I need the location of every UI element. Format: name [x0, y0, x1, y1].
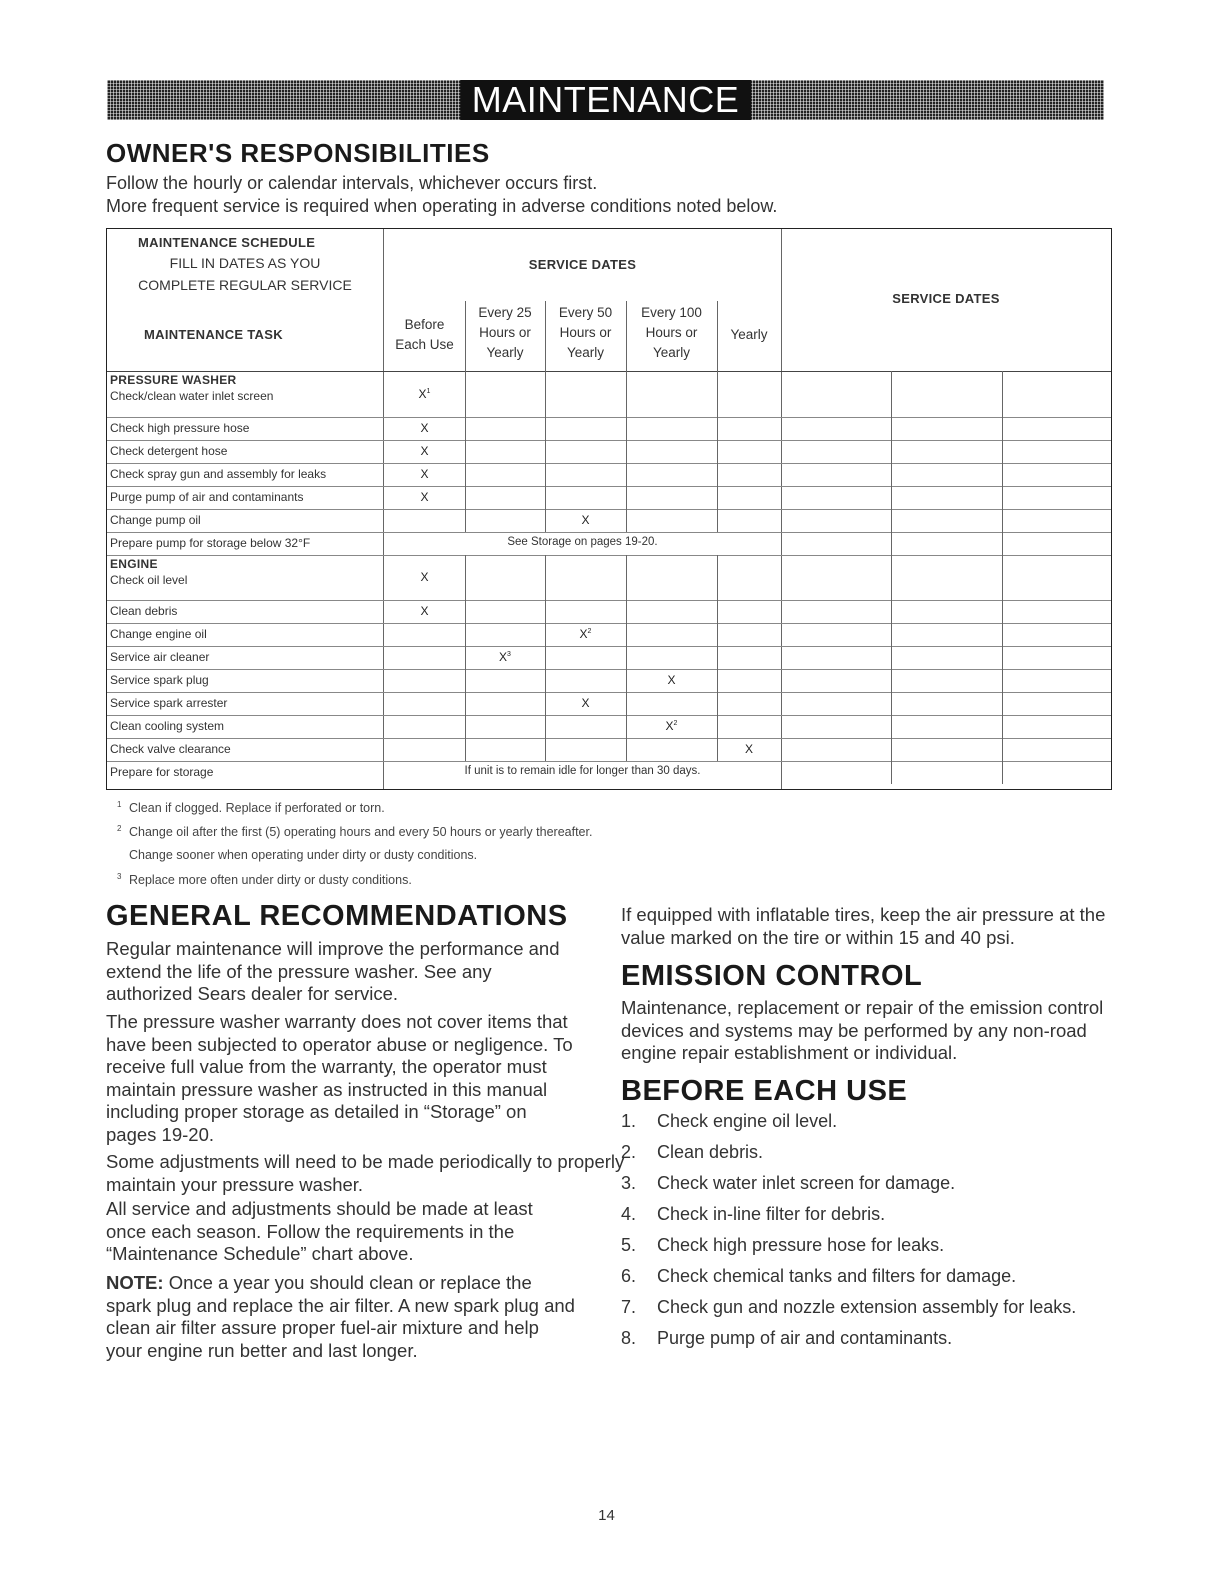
footnote: [117, 800, 385, 815]
divider-line: [465, 371, 466, 417]
divider-line: [465, 301, 466, 371]
frequency-header-line: Yearly: [486, 345, 524, 360]
row-line: [107, 715, 1111, 716]
divider-line: [465, 509, 466, 532]
footnote: [117, 848, 477, 862]
item-text: Check engine oil level.: [657, 1111, 838, 1131]
general-para-2: The pressure washer warranty does not cover items that have been subjected to operator abuse or negligence. To receive full value from the warranty, the operator must maintain pressure washer as instructed in this manual including proper storage as detailed in “Storage” on pages 19-20.: [106, 1011, 573, 1145]
before-each-use-item: [621, 1110, 1097, 1133]
group-label: PRESSURE WASHER: [110, 373, 237, 387]
divider-line: [891, 509, 892, 532]
divider-line: [545, 486, 546, 509]
divider-line: [465, 715, 466, 738]
frequency-header-line: Hours or: [559, 325, 612, 340]
divider-line: [626, 692, 627, 715]
banner-title: MAINTENANCE: [460, 80, 752, 120]
task-label: Change pump oil: [110, 513, 201, 527]
divider-line: [1002, 646, 1003, 669]
divider-line: [717, 301, 718, 371]
row-line: [107, 417, 1111, 418]
frequency-header-line: Hours or: [645, 325, 698, 340]
item-text: Check high pressure hose for leaks.: [657, 1235, 945, 1255]
divider-line: [717, 463, 718, 486]
divider-line: [891, 555, 892, 600]
divider-line: [717, 486, 718, 509]
before-each-use-item: [621, 1141, 1097, 1164]
divider-line: [717, 555, 718, 600]
general-heading: GENERAL RECOMMENDATIONS: [106, 900, 568, 932]
divider-line: [465, 692, 466, 715]
divider-line: [465, 623, 466, 646]
general-para-1: Regular maintenance will improve the performance and extend the life of the pressure washer. See any authorized Sears dealer for service.: [106, 938, 560, 1004]
row-line: [107, 761, 1111, 762]
schedule-mark: $X^1$: [418, 386, 431, 401]
divider-line: [465, 600, 466, 623]
divider-line: [891, 371, 892, 417]
row-line: [107, 600, 1111, 601]
item-text: Check chemical tanks and filters for damage.: [657, 1266, 1017, 1286]
item-number: 8.: [621, 1328, 637, 1348]
frequency-header-line: Every 50: [558, 305, 613, 320]
general-note: [106, 1272, 576, 1362]
divider-line: [545, 301, 546, 371]
task-label: Check/clean water inlet screen: [110, 389, 274, 403]
row-line: [107, 738, 1111, 739]
divider-line: [717, 600, 718, 623]
task-label: Service air cleaner: [110, 650, 210, 664]
divider-line: [626, 555, 627, 600]
task-label: Check valve clearance: [110, 742, 231, 756]
item-number: 4.: [621, 1204, 637, 1224]
task-label: Purge pump of air and contaminants: [110, 490, 304, 504]
divider-line: [465, 440, 466, 463]
divider-line: [626, 738, 627, 761]
service-dates-header-right: SERVICE DATES: [892, 291, 1000, 306]
schedule-mark: X: [420, 490, 429, 504]
divider-line: [545, 646, 546, 669]
schedule-mark: X: [420, 421, 429, 435]
item-number: 5.: [621, 1235, 637, 1255]
owners-heading: OWNER'S RESPONSIBILITIES: [106, 138, 490, 168]
divider-line: [1002, 417, 1003, 440]
schedule-mark: X: [667, 673, 676, 687]
note-label: NOTE:: [106, 1272, 164, 1293]
row-line: [107, 486, 1111, 487]
divider-line: [545, 669, 546, 692]
divider-line: [1002, 600, 1003, 623]
task-column-header: MAINTENANCE TASK: [144, 327, 283, 342]
task-label: Prepare pump for storage below 32°F: [110, 536, 311, 550]
item-text: Check in-line filter for debris.: [657, 1204, 886, 1224]
divider-line: [891, 600, 892, 623]
divider-line: [545, 738, 546, 761]
divider-line: [717, 417, 718, 440]
divider-line: [465, 646, 466, 669]
divider-line: [891, 646, 892, 669]
before-each-use-item: [621, 1265, 1097, 1288]
footnote-text: Clean if clogged. Replace if perforated or torn.: [129, 801, 385, 816]
divider-line: [891, 738, 892, 761]
maintenance-banner: [107, 80, 1104, 120]
row-line: [107, 463, 1111, 464]
frequency-header-line: Hours or: [479, 325, 531, 340]
schedule-subtitle-1: FILL IN DATES AS YOU: [169, 255, 321, 271]
footnote: [117, 872, 412, 887]
divider-line: [626, 646, 627, 669]
row-line: [107, 692, 1111, 693]
divider-line: [1002, 371, 1003, 417]
task-label: Service spark arrester: [110, 696, 228, 710]
divider-line: [1002, 509, 1003, 532]
frequency-header-line: Every 25: [478, 305, 532, 320]
task-label: Check high pressure hose: [110, 421, 250, 435]
divider-line: [545, 715, 546, 738]
row-line: [107, 532, 1111, 533]
frequency-header: [545, 303, 626, 363]
divider-line: [626, 486, 627, 509]
row-line: [107, 646, 1111, 647]
item-text: Purge pump of air and contaminants.: [657, 1328, 953, 1348]
task-label: Clean cooling system: [110, 719, 225, 733]
before-each-use-list: [621, 1110, 1097, 1358]
task-label: Check spray gun and assembly for leaks: [110, 467, 327, 481]
divider-line: [626, 301, 627, 371]
schedule-mark: $X^2$: [665, 719, 678, 733]
item-text: Check water inlet screen for damage.: [657, 1173, 956, 1193]
frequency-header-line: Yearly: [652, 345, 691, 360]
divider-line: [1002, 555, 1003, 600]
maintenance-schedule-table: [106, 228, 1112, 790]
divider-line: [626, 371, 627, 417]
schedule-mark: X: [420, 467, 429, 481]
footnote-mark: 1: [117, 800, 122, 809]
divider-line: [717, 440, 718, 463]
task-label: Change engine oil: [110, 627, 207, 641]
divider-line: [545, 440, 546, 463]
divider-line: [626, 440, 627, 463]
divider-line: [717, 738, 718, 761]
footnote-text: Replace more often under dirty or dusty conditions.: [129, 873, 412, 888]
divider-line: [717, 623, 718, 646]
frequency-header-line: Yearly: [566, 345, 605, 360]
frequency-header-line: Before: [404, 317, 445, 332]
row-line: [107, 555, 1111, 556]
divider-line: [545, 600, 546, 623]
divider-line: [717, 646, 718, 669]
divider-line: [891, 669, 892, 692]
frequency-header-line: Every 100: [641, 305, 702, 320]
divider-line: [465, 486, 466, 509]
item-number: 2.: [621, 1142, 637, 1162]
tires-text: If equipped with inflatable tires, keep the air pressure at the value marked on the tire or within 15 and 40 psi.: [621, 904, 1106, 948]
divider-line: [891, 463, 892, 486]
row-line: [107, 440, 1111, 441]
before-each-use-item: [621, 1203, 1097, 1226]
divider-line: [1002, 669, 1003, 692]
mark-footnote-ref: 2: [587, 628, 592, 635]
divider-line: [1002, 532, 1003, 555]
emission-heading: EMISSION CONTROL: [621, 960, 923, 992]
divider-line: [626, 715, 627, 738]
schedule-title: MAINTENANCE SCHEDULE: [138, 235, 316, 250]
divider-line: [891, 761, 892, 784]
divider-line: [465, 669, 466, 692]
item-number: 6.: [621, 1266, 637, 1286]
divider-line: [1002, 738, 1003, 761]
frequency-header-line: Yearly: [730, 327, 768, 342]
row-line: [107, 509, 1111, 510]
divider-line: [626, 509, 627, 532]
footnote-mark: 3: [117, 872, 122, 881]
schedule-mark: $X^2$: [579, 627, 592, 641]
row-line: [107, 669, 1111, 670]
service-dates-header: SERVICE DATES: [528, 257, 637, 272]
general-para-3: Some adjustments will need to be made periodically to properly maintain your pressure washer.: [106, 1151, 625, 1195]
divider-line: [717, 715, 718, 738]
schedule-subtitle-2: COMPLETE REGULAR SERVICE: [138, 277, 352, 293]
divider-line: [1002, 623, 1003, 646]
divider-line: [107, 371, 1111, 372]
schedule-mark: X: [744, 742, 754, 756]
general-para-4: All service and adjustments should be made at least once each season. Follow the requirements in the “Maintenance Schedule” chart above.: [106, 1198, 533, 1264]
divider-line: [717, 669, 718, 692]
task-label: Check detergent hose: [110, 444, 228, 458]
divider-line: [545, 623, 546, 646]
divider-line: [545, 463, 546, 486]
mark-footnote-ref: 1: [426, 387, 431, 395]
schedule-mark: X: [420, 444, 429, 458]
frequency-header-line: Each Use: [395, 337, 454, 352]
divider-line: [545, 692, 546, 715]
divider-line: [465, 738, 466, 761]
divider-line: [891, 440, 892, 463]
schedule-mark: X: [420, 570, 429, 584]
page-number: 14: [598, 1507, 615, 1524]
before-each-use-item: [621, 1296, 1097, 1319]
footnote-text: Change oil after the first (5) operating hours and every 50 hours or yearly thereafter.: [129, 825, 593, 840]
task-label: Service spark plug: [110, 673, 209, 687]
divider-line: [465, 417, 466, 440]
before-each-use-item: [621, 1172, 1097, 1195]
item-number: 3.: [621, 1173, 637, 1193]
divider-line: [545, 555, 546, 600]
item-number: 1.: [621, 1111, 637, 1131]
divider-line: [891, 486, 892, 509]
footnote: [117, 824, 592, 839]
footnote-text: Change sooner when operating under dirty or dusty conditions.: [129, 848, 478, 862]
owners-line-2: More frequent service is required when operating in adverse conditions noted below.: [106, 196, 778, 216]
schedule-mark: X: [581, 513, 590, 527]
note-text: Once a year you should clean or replace the spark plug and replace the air filter. A new spark plug and clean air filter assure proper fuel-air mixture and help your engine run better and last longer.: [106, 1272, 575, 1361]
before-each-use-item: [621, 1234, 1097, 1257]
schedule-mark: X: [581, 696, 590, 710]
footnote-mark: 2: [117, 824, 122, 833]
divider-line: [1002, 486, 1003, 509]
mark-footnote-ref: 2: [673, 720, 678, 727]
divider-line: [626, 417, 627, 440]
frequency-header: [384, 315, 465, 355]
divider-line: [1002, 692, 1003, 715]
divider-line: [891, 692, 892, 715]
schedule-mark: X: [420, 604, 429, 618]
divider-line: [545, 417, 546, 440]
divider-line: [545, 371, 546, 417]
group-label: ENGINE: [110, 557, 158, 571]
task-label: Prepare for storage: [110, 765, 214, 779]
divider-line: [465, 463, 466, 486]
divider-line: [465, 555, 466, 600]
item-text: Check gun and nozzle extension assembly for leaks.: [657, 1297, 1077, 1317]
divider-line: [626, 669, 627, 692]
item-number: 7.: [621, 1297, 637, 1317]
row-note: See Storage on pages 19-20.: [507, 536, 658, 548]
divider-line: [891, 715, 892, 738]
divider-line: [717, 509, 718, 532]
divider-line: [1002, 463, 1003, 486]
before-each-use-heading: BEFORE EACH USE: [621, 1075, 908, 1107]
frequency-header: [465, 303, 545, 363]
mark-footnote-ref: 3: [507, 651, 511, 658]
before-each-use-item: [621, 1327, 1097, 1350]
divider-line: [545, 509, 546, 532]
owners-line-1: Follow the hourly or calendar intervals, whichever occurs first.: [106, 173, 598, 193]
divider-line: [891, 623, 892, 646]
row-note: If unit is to remain idle for longer than 30 days.: [464, 765, 701, 777]
emission-text: Maintenance, replacement or repair of the emission control devices and systems may be performed by any non-road engine repair establishment or individual.: [621, 997, 1104, 1063]
divider-line: [626, 600, 627, 623]
divider-line: [891, 532, 892, 555]
divider-line: [891, 417, 892, 440]
divider-line: [717, 371, 718, 417]
frequency-header: [717, 325, 781, 345]
schedule-mark: $X^3$: [499, 650, 511, 664]
row-line: [107, 623, 1111, 624]
frequency-header: [626, 303, 717, 363]
item-text: Clean debris.: [657, 1142, 764, 1162]
divider-line: [1002, 715, 1003, 738]
divider-line: [1002, 761, 1003, 784]
divider-line: [1002, 440, 1003, 463]
divider-line: [626, 463, 627, 486]
task-label: Clean debris: [110, 604, 178, 618]
divider-line: [626, 623, 627, 646]
task-label: Check oil level: [110, 573, 188, 587]
divider-line: [717, 692, 718, 715]
